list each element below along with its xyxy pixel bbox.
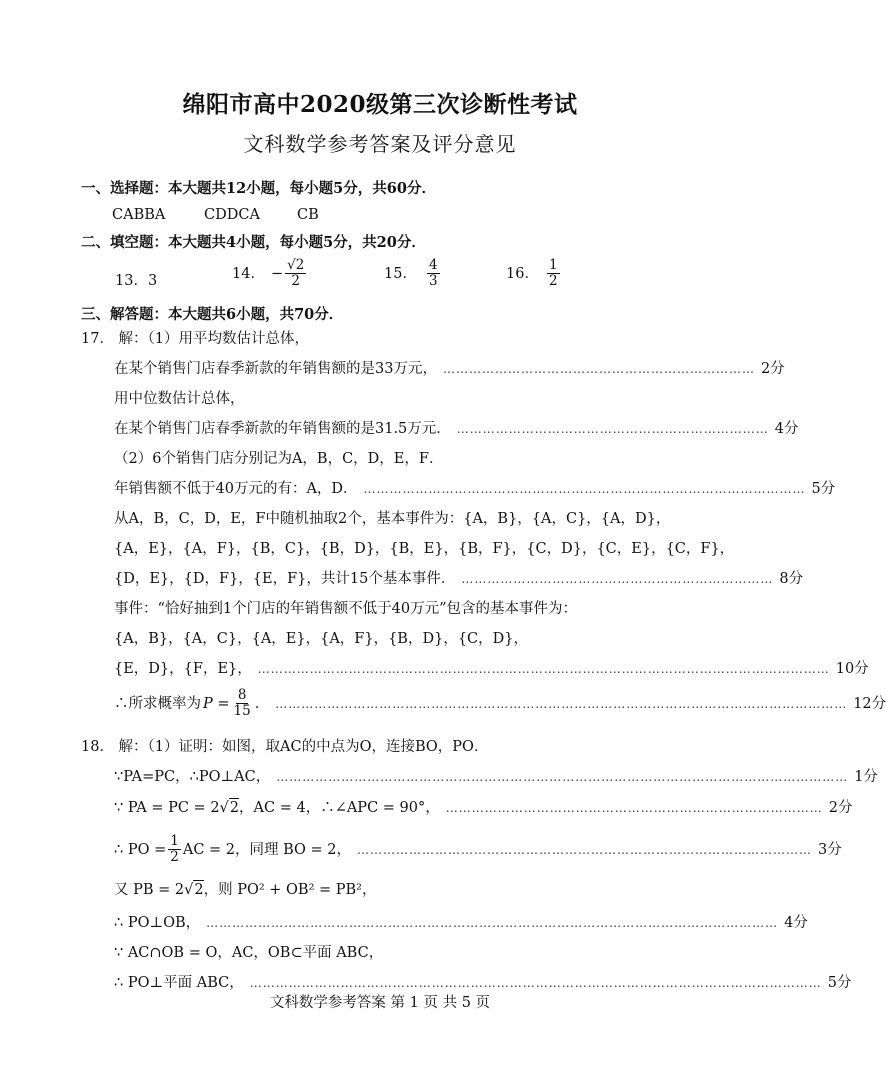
probability-fraction [232,688,253,719]
q17-line-9 [114,570,804,588]
section-fill-blank-heading: 二、填空题：本大题共4小题，每小题5分，共20分． [81,234,426,251]
q18-line-5-text: 又 PB = 2 [114,882,185,898]
q18-line-6 [114,914,808,932]
q17-line-2-text: 在某个销售门店春季新款的年销售额的是33万元， [114,361,437,377]
dot-leader: …………………………………………………………………………… [445,801,823,815]
answer-15-numerator: 4 [428,257,438,273]
q18-line-1: 18． 解：（1）证明：如图，取AC的中点为O，连接BO，PO． [81,739,489,755]
period: ． [254,695,270,712]
half-numerator: 1 [170,833,179,849]
dot-leader: …………………………………………………………………………………………………………………… [257,662,830,676]
answer-key-subtitle: 文科数学参考答案及评分意见 [243,132,517,156]
choice-answers-11-12: CB [297,207,319,223]
q17-line-6 [114,480,836,498]
q18-line-5-text-b: ，则 PO² + OB² = PB²， [203,882,377,898]
q17-line-9-text: {D，E}，{D，F}，{E，F}，共计15个基本事件． [114,571,456,587]
answer-16-denominator: 2 [548,273,558,289]
score-points: 3分 [818,841,842,858]
choice-answers-1-5: CABBA [112,207,166,223]
score-points: 8分 [779,571,804,587]
dot-leader: ……………………………………………………………… [442,362,755,376]
q17-line-7: 从A，B，C，D，E，F中随机抽取2个，基本事件为：{A，B}，{A，C}，{A，D}， [114,511,671,527]
answer-14-numerator: √2 [287,257,305,273]
answer-16-label: 16． [506,265,539,282]
q17-line-13 [114,687,886,719]
q17-line-4-text: 在某个销售门店春季新款的年销售额的是31.5万元． [114,421,451,437]
score-points: 2分 [828,800,853,816]
minus-sign: − [270,265,284,282]
dot-leader: …………………………………………………………………………………………………………………… [275,696,848,711]
dot-leader: …………………………………………………………………………………………………………………… [206,916,779,930]
section-solutions-heading: 三、解答题：本大题共6小题，共70分． [81,306,344,323]
q18-line-2 [114,768,878,786]
score-points: 4分 [774,421,799,437]
sqrt-radicand: 2 [229,800,240,816]
section-multiple-choice-heading: 一、选择题：本大题共12小题，每小题5分，共60分． [81,180,436,197]
q17-line-8: {A，E}，{A，F}，{B，C}，{B，D}，{B，E}，{B，F}，{C，D}，{C，E}，{C，F}， [114,541,735,557]
answer-16-numerator: 1 [548,257,558,273]
exam-title: 绵阳市高中2020级第三次诊断性考试 [182,91,578,118]
score-points: 5分 [811,481,836,497]
score-points: 10分 [835,661,869,677]
dot-leader: …………………………………………………………………………………………………………………… [249,976,822,990]
q17-line-5: （2）6个销售门店分别记为A，B，C，D，E，F． [114,451,444,467]
score-points: 4分 [784,915,808,931]
q18-line-2-text: ∵PA=PC，∴PO⊥AC， [114,769,271,785]
q17-line-12 [114,660,869,678]
answer-15-label: 15． [384,265,417,282]
q18-line-3-text-b: ，AC = 4，∴∠APC = 90°， [239,800,440,816]
sqrt-symbol: √ [219,800,229,816]
dot-leader: ……………………………………………………………… [456,422,769,436]
answer-14-denominator: 2 [291,273,300,289]
answer-13: 13．3 [115,273,158,289]
q18-line-8-text: ∴ PO⊥平面 ABC， [114,975,244,991]
q17-line-4 [114,420,799,438]
answer-15-fraction [427,258,440,289]
score-points: 2分 [760,361,785,377]
q17-line-11: {A，B}，{A，C}，{A，E}，{A，F}，{B，D}，{C，D}， [114,631,528,647]
q18-line-4-text-b: AC = 2，同理 BO = 2， [182,841,352,858]
dot-leader: ……………………………………………………………… [461,572,774,586]
q18-line-3 [114,798,853,817]
sqrt-radicand: 2 [194,882,204,898]
q17-line-6-text: 年销售额不低于40万元的有：A，D． [114,481,358,497]
q18-line-5 [114,880,377,899]
sqrt-symbol: √ [184,882,194,898]
q18-line-4-text: ∴ PO = [114,841,167,858]
dot-leader: ………………………………………………………………………………………… [363,482,806,496]
q17-line-2 [114,360,785,378]
answer-14-fraction [285,258,306,289]
probability-symbol: P = [203,695,230,712]
answer-16 [506,258,562,289]
q18-line-7: ∵ AC∩OB = O，AC，OB⊂平面 ABC， [114,945,384,961]
q17-line-10: 事件：“恰好抽到1个门店的年销售额不低于40万元”包含的基本事件为： [114,601,577,617]
probability-denominator: 15 [233,703,251,719]
half-fraction [168,834,181,865]
answer-15-denominator: 3 [428,273,438,289]
q17-line-3: 用中位数估计总体， [114,391,245,407]
q17-line-1: 17． 解：（1）用平均数估计总体， [81,331,310,347]
q17-line-12-text: {E，D}，{F，E}， [114,661,252,677]
probability-numerator: 8 [237,687,247,703]
q18-line-8 [114,974,852,992]
score-points: 12分 [853,695,886,712]
q18-line-3-text: ∵ PA = PC = 2 [114,800,220,816]
choice-answers-6-10: CDDCA [204,207,260,223]
q18-line-4 [114,833,842,865]
answer-16-fraction [547,258,560,289]
answer-14-label: 14． [232,265,265,282]
dot-leader: …………………………………………………………………………………………………………………… [276,770,849,784]
score-points: 5分 [827,975,852,991]
page-footer: 文科数学参考答案 第 1 页 共 5 页 [269,995,491,1011]
score-points: 1分 [854,769,878,785]
answer-14 [232,258,308,289]
answer-15 [384,258,442,289]
half-denominator: 2 [170,849,179,865]
dot-leader: …………………………………………………………………………………………… [357,842,813,857]
q17-line-13-text: ∴所求概率为 [114,695,201,712]
q18-line-6-text: ∴ PO⊥OB， [114,915,201,931]
